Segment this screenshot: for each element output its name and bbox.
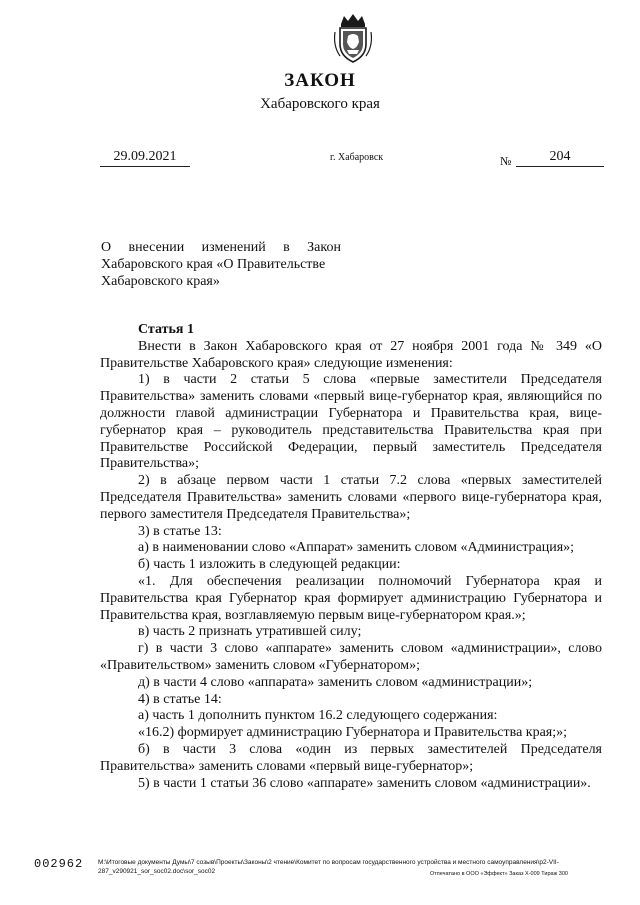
number-label: № [500,154,512,168]
article-body [100,322,602,792]
document-date: 29.09.2021 [100,149,190,167]
heading-line-2: Хабаровского края «О Правительстве [101,257,326,272]
heading-word: О [101,240,112,255]
heading-word: Закон [307,240,341,255]
heading-word: внесении [128,240,185,255]
article-paragraph: 5) в части 1 статьи 36 слово «аппарате» заменить словом «администрации». [138,775,591,791]
article-paragraph: «1. Для обеспечения реализации полномочий Губернатора края и Правительства края Губернатор края формирует администрацию Губернатора и Правительства края, возглавляемую первым вице-губернатором края.»; [100,573,602,623]
heading-line-3: Хабаровского края» [101,274,220,289]
footer-file-path: М:\Итоговые документы Думы\7 созыв\Проекты\Законы\2 чтение\Комитет по вопросам государственного устройства и местного самоуправления\р2-VII-287_v290921_sor_soc02.doc\sor_soc02 [98,859,559,875]
heading-line-1 [101,239,341,256]
law-heading [101,239,341,290]
article-paragraph: в) часть 2 признать утратившей силу; [138,624,362,640]
coat-of-arms-icon [332,12,374,64]
article-paragraph: д) в части 4 слово «аппарата» заменить словом «администрации»; [138,674,533,690]
article-paragraph: 2) в абзаце первом части 1 статьи 7.2 слова «первых заместителей Председателя Правительства» заменить словами «первого вице-губернатора края, первого заместителя Председателя Правительства»; [100,473,602,522]
article-paragraph: Внести в Закон Хабаровского края от 27 ноября 2001 года № 349 «О Правительстве Хабаровского края» следующие изменения: [100,338,602,371]
article-paragraph: 4) в статье 14: [138,691,222,707]
footer-code: 002962 [34,857,84,871]
article-paragraph: а) в наименовании слово «Аппарат» заменить словом «Администрация»; [138,540,575,556]
heading-word: изменений [201,240,266,255]
article-paragraph: 1) в части 2 статьи 5 слова «первые заместители Председателя Правительства» заменить словами «первый вице-губернатор края, являющийся по должности главой администрации Губернатора и Правительства края, вице-губернатор края – руководитель представительства Правительства края при Правительстве Российской Федерации, первый заместитель Председателя Правительства»; [100,372,602,472]
article-paragraph: 3) в статье 13: [138,523,222,539]
article-paragraph: «16.2) формирует администрацию Губернатора и Правительства края;»; [138,725,568,741]
heading-word: в [283,240,290,255]
article-paragraph: а) часть 1 дополнить пунктом 16.2 следующего содержания: [138,708,498,724]
footer-print-info: Отпечатано в ООО «Эффект» Заказ Х-009 Тираж 300 [430,871,568,877]
article-paragraph: б) часть 1 изложить в следующей редакции: [138,557,401,573]
document-city: г. Хабаровск [330,152,384,163]
article-title: Статья 1 [138,322,194,337]
article-paragraph: б) в части 3 слова «один из первых заместителей Председателя Правительства» заменить словами «первый вице-губернатор»; [100,741,602,774]
document-subtitle: Хабаровского края [260,96,380,112]
article-paragraph: г) в части 3 слово «аппарате» заменить словом «администрации», слово «Правительством» заменить словом «Губернатором»; [100,641,602,673]
document-number: 204 [516,149,604,167]
document-title: ЗАКОН [284,70,356,91]
